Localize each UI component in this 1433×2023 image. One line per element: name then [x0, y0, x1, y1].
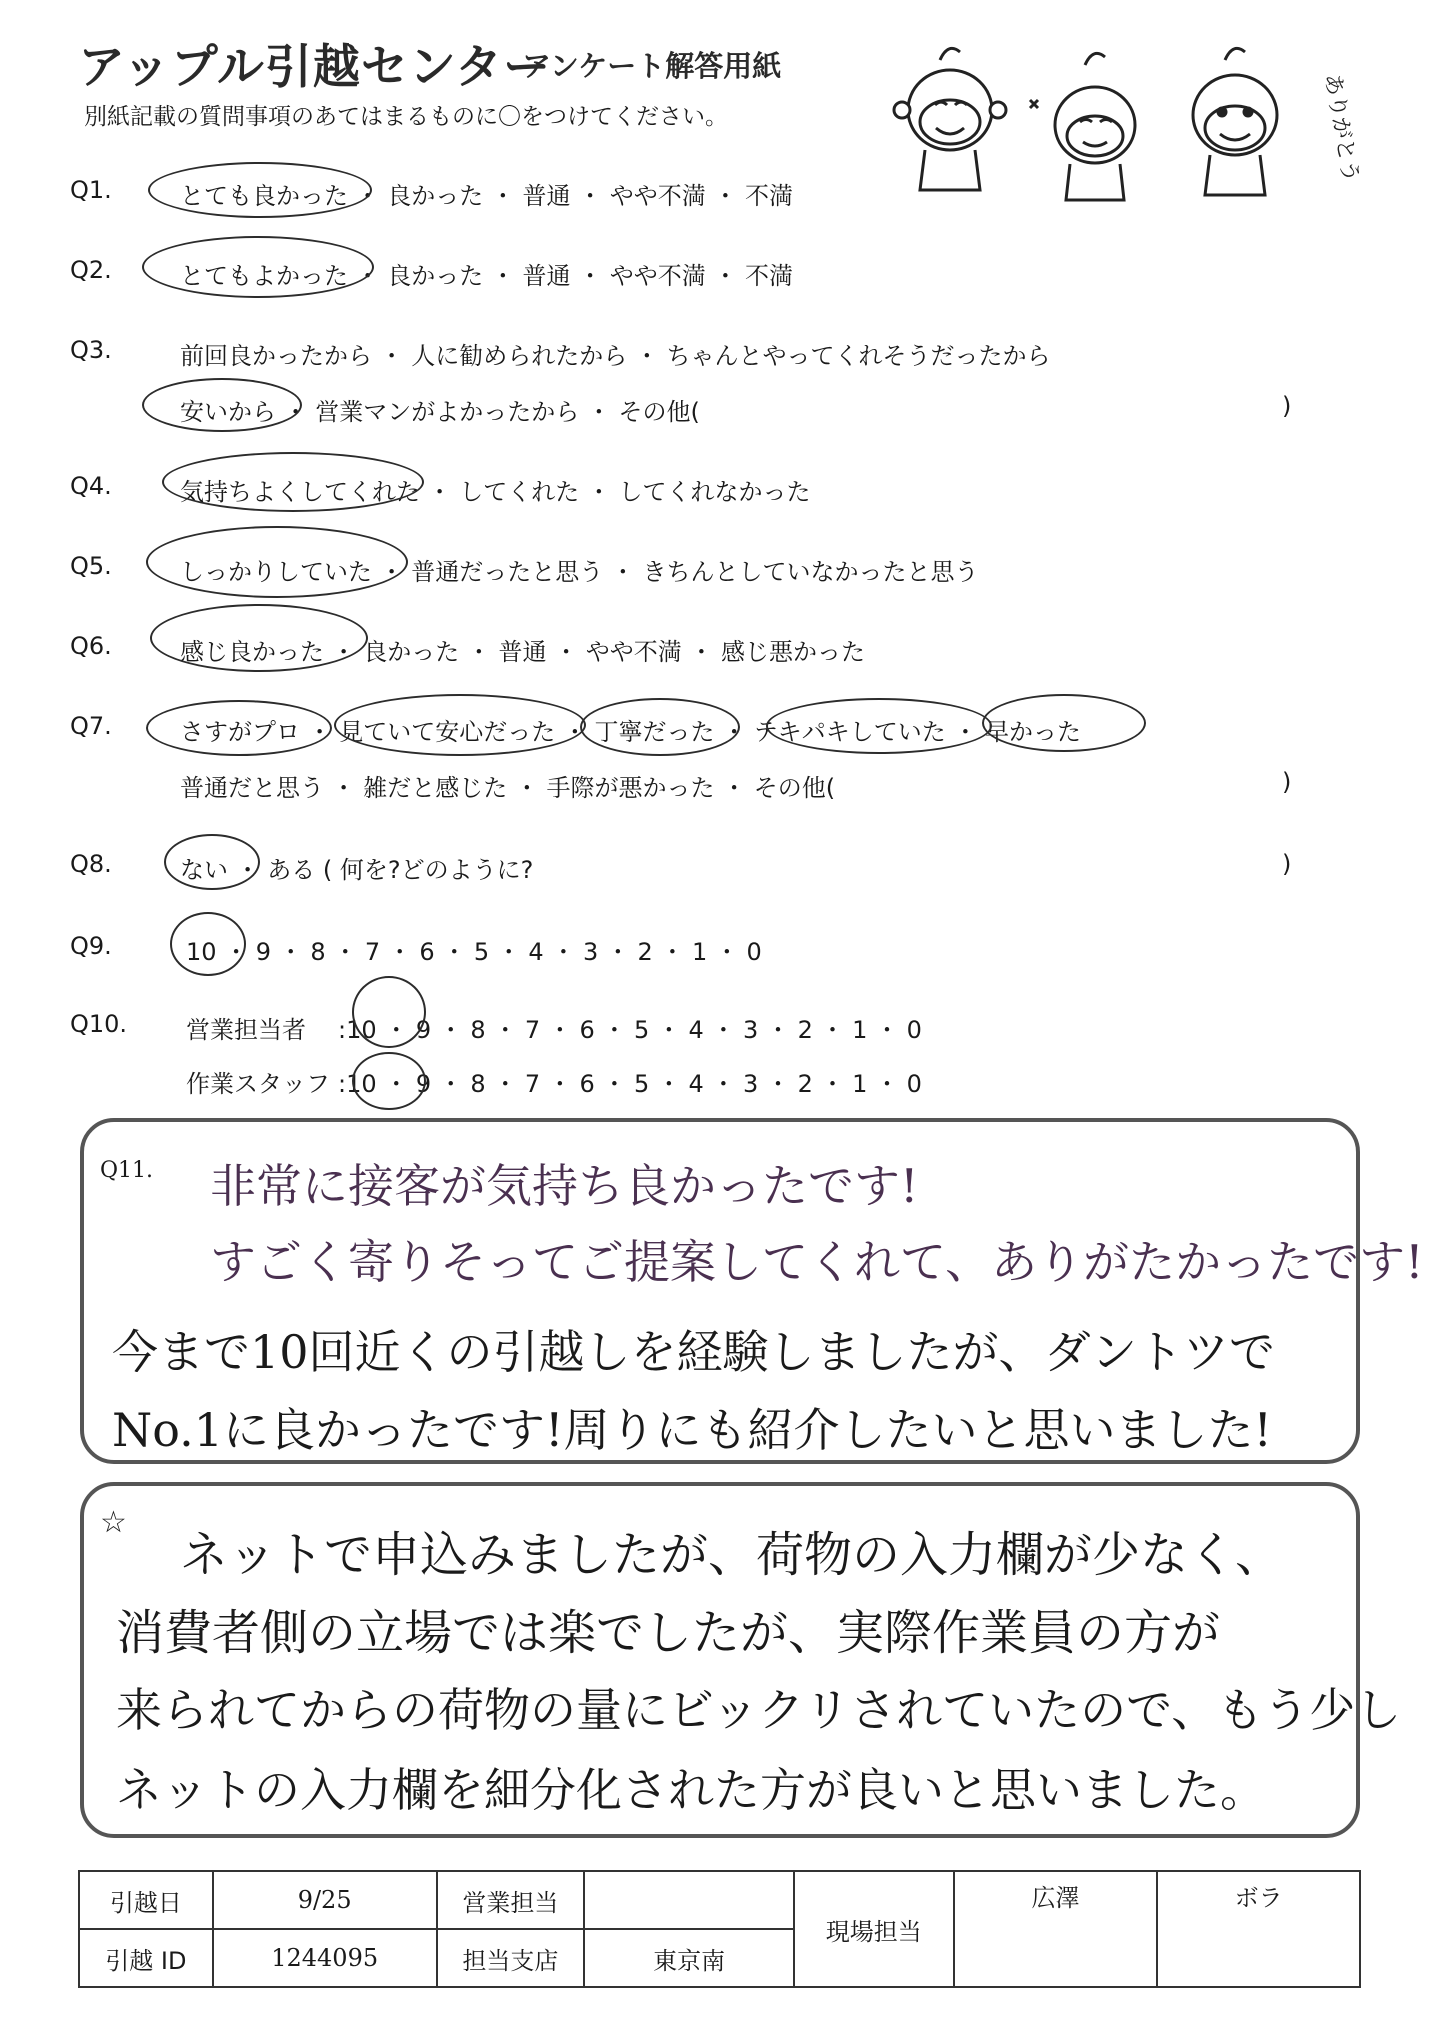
q3-number: Q3. [70, 336, 112, 364]
q10-staff-scale: :10 ・ 9 ・ 8 ・ 7 ・ 6 ・ 5 ・ 4 ・ 3 ・ 2 ・ 1 ・ 0 [338, 1070, 922, 1098]
q5-options: しっかりしていた ・ 普通だったと思う ・ きちんとしていなかったと思う [180, 558, 979, 586]
q2-options: とてもよかった ・ 良かった ・ 普通 ・ やや不満 ・ 不満 [180, 262, 794, 290]
q3-options-line2: 安いから ・ 営業マンがよかったから ・ その他( [180, 398, 700, 426]
move-id-value[interactable]: 1244095 [213, 1929, 437, 1987]
q10-sales-label: 営業担当者 [186, 1016, 306, 1044]
q3-selection-circle[interactable] [142, 378, 302, 432]
form-title: アップル引越センター [78, 40, 551, 95]
mascot-1-icon [894, 48, 1006, 190]
q9-scale: 10 ・ 9 ・ 8 ・ 7 ・ 6 ・ 5 ・ 4 ・ 3 ・ 2 ・ 1 ・ 0 [186, 938, 762, 966]
q11-comment-line-3: 今まで10回近くの引越しを経験しましたが、ダントツで [112, 1325, 1275, 1379]
q11-comment-line-1: 非常に接客が気持ち良かったです! [210, 1159, 919, 1213]
site-staff-value-2[interactable]: ボラ [1157, 1871, 1360, 1987]
q5-selection-circle[interactable] [146, 526, 408, 598]
q8-selection-circle[interactable] [164, 834, 260, 890]
site-staff-value-1[interactable]: 広澤 [954, 1871, 1158, 1987]
mascot-illustration [880, 30, 1363, 210]
q7-number: Q7. [70, 712, 112, 740]
q8-options: ない ・ ある ( 何を?どのように? [180, 856, 534, 884]
q7-selection-circle-4[interactable] [766, 698, 992, 754]
thanks-text: ありがとう [1319, 71, 1363, 185]
q4-selection-circle[interactable] [162, 452, 424, 512]
q7-selection-circle-2[interactable] [334, 694, 586, 756]
q10-staff-selection-circle[interactable] [352, 1052, 426, 1110]
q11-comment-line-2: すごく寄りそってご提案してくれて、ありがたかったです! [210, 1235, 1424, 1289]
q6-options: 感じ良かった ・ 良かった ・ 普通 ・ やや不満 ・ 感じ悪かった [180, 638, 866, 666]
mascot-2-icon [1030, 53, 1135, 200]
form-subtitle: アンケート解答用紙 [522, 49, 782, 83]
q7-options-line2: 普通だと思う ・ 雑だと感じた ・ 手際が悪かった ・ その他( [180, 774, 836, 802]
star-icon: ☆ [100, 1505, 127, 1540]
comment-line-2: 消費者側の立場では楽でしたが、実際作業員の方が [116, 1605, 1221, 1661]
q10-number: Q10. [70, 1010, 128, 1038]
instruction-text: 別紙記載の質問事項のあてはまるものに〇をつけてください。 [84, 104, 728, 130]
q3-options-line1: 前回良かったから ・ 人に勧められたから ・ ちゃんとやってくれそうだったから [180, 342, 1051, 370]
q7-options-line1: さすがプロ ・ 見ていて安心だった ・ 丁寧だった ・ テキパキしていた ・ 早かった [180, 718, 1082, 746]
q6-number: Q6. [70, 632, 112, 660]
q1-number: Q1. [70, 176, 112, 204]
branch-label: 担当支店 [437, 1929, 585, 1987]
q3-close-paren: ) [1282, 392, 1292, 420]
move-date-value[interactable]: 9/25 [213, 1871, 437, 1929]
mascot-3-icon [1193, 48, 1277, 195]
q4-number: Q4. [70, 472, 112, 500]
q6-selection-circle[interactable] [150, 604, 368, 672]
q7-close-paren: ) [1282, 768, 1292, 796]
q8-close-paren: ) [1282, 850, 1292, 878]
sales-staff-value[interactable] [584, 1871, 794, 1929]
branch-value[interactable]: 東京南 [584, 1929, 794, 1987]
comment-line-1: ネットで申込みましたが、荷物の入力欄が少なく、 [180, 1527, 1284, 1583]
sales-staff-label: 営業担当 [437, 1871, 585, 1929]
q11-comment-line-4: No.1に良かったです!周りにも紹介したいと思いました! [112, 1403, 1272, 1457]
q1-options: とても良かった ・ 良かった ・ 普通 ・ やや不満 ・ 不満 [180, 182, 794, 210]
q2-selection-circle[interactable] [142, 236, 374, 298]
q9-selection-circle[interactable] [170, 912, 246, 976]
q8-number: Q8. [70, 850, 112, 878]
q2-number: Q2. [70, 256, 112, 284]
q5-number: Q5. [70, 552, 112, 580]
site-staff-label: 現場担当 [794, 1871, 954, 1987]
q10-sales-selection-circle[interactable] [352, 976, 426, 1048]
footer-info-table [78, 1870, 1361, 1988]
q9-number: Q9. [70, 932, 112, 960]
q1-selection-circle[interactable] [148, 162, 372, 218]
q11-label: Q11. [100, 1158, 154, 1183]
q10-staff-label: 作業スタッフ [186, 1070, 330, 1098]
q7-selection-circle-1[interactable] [146, 700, 332, 756]
move-date-label: 引越日 [79, 1871, 213, 1929]
q4-options: 気持ちよくしてくれた ・ してくれた ・ してくれなかった [180, 478, 811, 506]
q7-selection-circle-5[interactable] [982, 694, 1146, 752]
q10-sales-scale: :10 ・ 9 ・ 8 ・ 7 ・ 6 ・ 5 ・ 4 ・ 3 ・ 2 ・ 1 ・ 0 [338, 1016, 922, 1044]
comment-line-3: 来られてからの荷物の量にビックリされていたので、もう少し [116, 1683, 1402, 1737]
comment-line-4: ネットの入力欄を細分化された方が良いと思いました。 [116, 1763, 1266, 1817]
move-id-label: 引越 ID [79, 1929, 213, 1987]
q7-selection-circle-3[interactable] [580, 698, 740, 756]
